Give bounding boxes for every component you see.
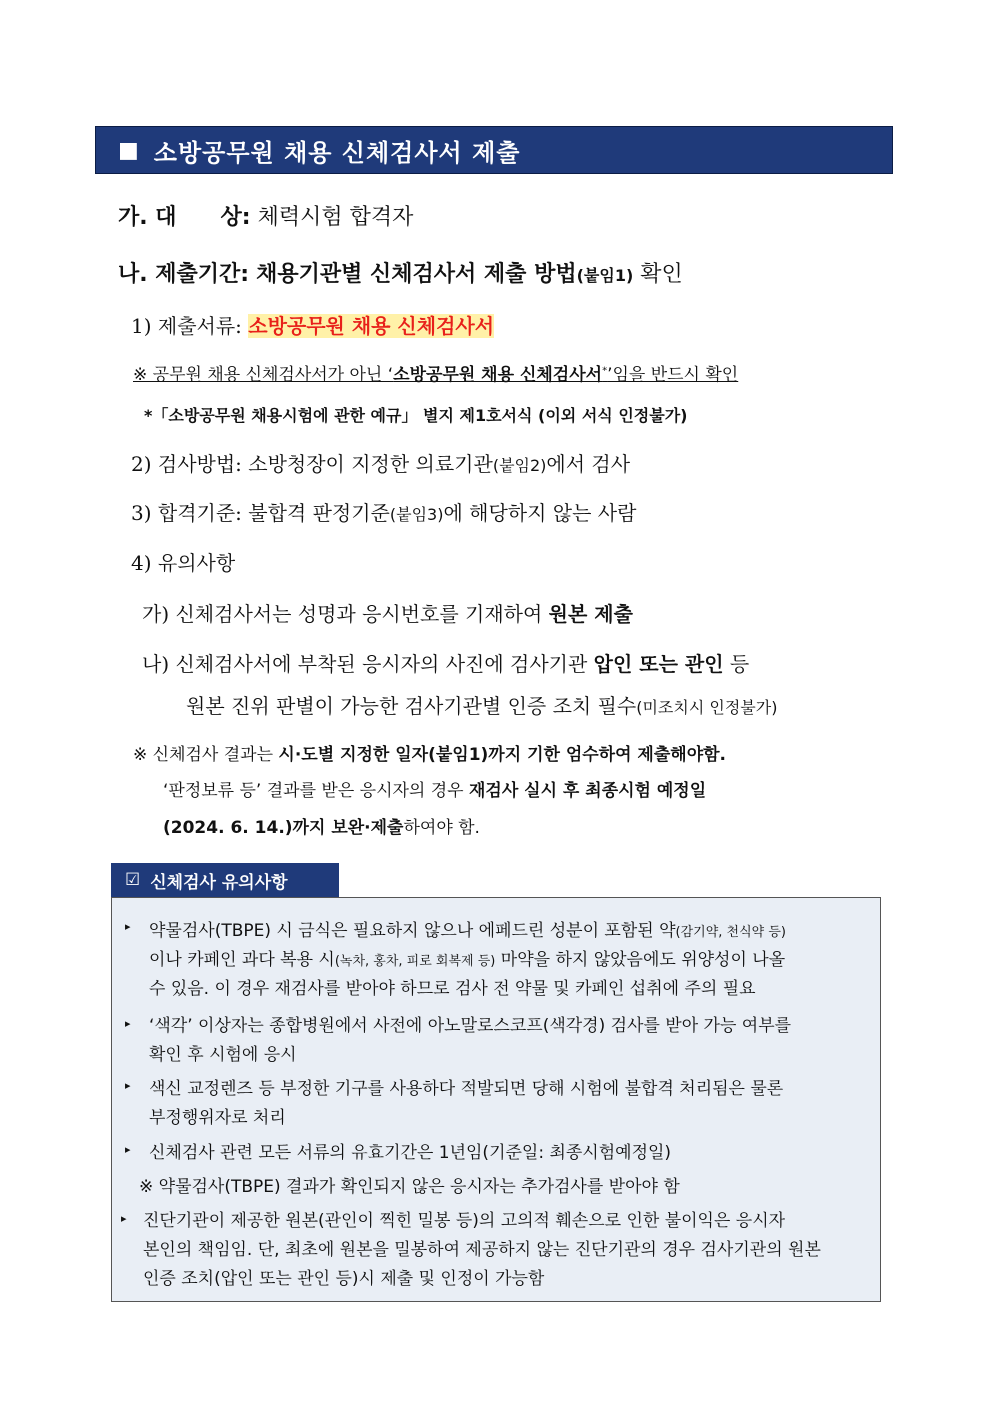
note1-pre: ※ 공무원 채용 신체검사서가 아닌 ‘ (133, 365, 394, 385)
note3-line1 (133, 740, 726, 765)
notice-b3-line2: 부정행위자로 처리 (149, 1108, 286, 1128)
item1-line (131, 310, 494, 339)
period-marker: 나. 제출기간: (118, 262, 250, 287)
item3-text: 불합격 판정기준 (248, 501, 390, 525)
item2-tail: 에서 검사 (546, 452, 631, 476)
note3-l1-pre: ※ 신체검사 결과는 (133, 745, 279, 765)
item2-line (131, 448, 630, 477)
note3-l3-bold: (2024. 6. 14.)까지 보완·제출 (163, 818, 404, 838)
item3-line (131, 497, 636, 526)
note1-bold: 소방공무원 채용 신체검사서 (393, 365, 603, 385)
bullet-icon: ▸ (125, 1143, 131, 1156)
note3-l2-pre: ‘판정보류 등’ 결과를 받은 응시자의 경우 (163, 781, 469, 801)
item4b-line1 (142, 648, 749, 677)
note1-sup: * (602, 365, 608, 377)
note1-post: ’임을 반드시 확인 (607, 365, 739, 385)
notice-b5-line3: 인증 조치(압인 또는 관인 등)시 제출 및 인정이 가능함 (143, 1269, 545, 1289)
item3-tail: 에 해당하지 않는 사람 (443, 501, 637, 525)
item4a-bold: 원본 제출 (548, 602, 633, 626)
section-title-bar (95, 126, 893, 174)
note3-l2-bold: 재검사 실시 후 최종시험 예정일 (468, 781, 707, 801)
bullet-icon: ▸ (125, 1079, 131, 1092)
item4a-line (142, 598, 633, 627)
target-line (118, 200, 413, 231)
note3-line2 (163, 776, 706, 801)
item4-line: 4) 유의사항 (131, 551, 236, 575)
notice-b2-line2: 확인 후 시험에 응시 (149, 1045, 297, 1065)
notice-box (111, 897, 881, 1302)
item3-label: 3) 합격기준: (131, 501, 242, 525)
notice-b4-line1: 신체검사 관련 모든 서류의 유효기간은 1년임(기준일: 최종시험예정일) (149, 1143, 672, 1163)
item1-value: 소방공무원 채용 신체검사서 (248, 314, 495, 338)
note3-l1-bold: 시·도별 지정한 일자(붙임1)까지 기한 엄수하여 제출해야함. (278, 745, 727, 765)
notice-b1-l2-small: (녹차, 홍차, 피로 회복제 등) (334, 954, 496, 969)
note3-line3 (163, 813, 480, 838)
period-tail: 확인 (640, 262, 683, 287)
item4b-line2-small: (미조치시 인정불가) (636, 698, 778, 717)
notice-b5-line1: 진단기관이 제공한 원본(관인이 찍힌 밀봉 등)의 고의적 훼손으로 인한 불이익은 응시자 (143, 1211, 786, 1231)
notice-note: ※ 약물검사(TBPE) 결과가 확인되지 않은 응시자는 추가검사를 받아야 함 (139, 1177, 680, 1197)
item2-attach: (붙임2) (492, 456, 547, 475)
item4b-bold: 압인 또는 관인 (593, 652, 724, 676)
item1-label: 1) 제출서류: (131, 314, 242, 338)
bullet-icon: ▸ (125, 1017, 131, 1030)
checkbox-icon: ☑ (125, 870, 141, 890)
notice-b1-line2 (149, 945, 785, 970)
notice-b2-line1: ‘색각’ 이상자는 종합병원에서 사전에 아노말로스코프(색각경) 검사를 받아 가능 여부를 (149, 1016, 792, 1036)
item3-attach: (붙임3) (389, 505, 444, 524)
item2-text: 소방청장이 지정한 의료기관 (248, 452, 493, 476)
notice-tag (111, 863, 339, 897)
notice-tag-label: 신체검사 유의사항 (150, 872, 288, 893)
period-attach: (붙임1) (576, 266, 634, 285)
notice-b5-line2: 본인의 책임임. 단, 최초에 원본을 밀봉하여 제공하지 않는 진단기관의 경우 검사기관의 원본 (143, 1240, 821, 1260)
notice-b1-line1 (149, 916, 786, 941)
notice-b1-l2-a: 이나 카페인 과다 복용 시 (149, 950, 335, 970)
period-text: 채용기관별 신체검사서 제출 방법 (256, 262, 577, 287)
notice-b3-line1: 색신 교정렌즈 등 부정한 기구를 사용하다 적발되면 당해 시험에 불합격 처리됨은 물론 (149, 1079, 784, 1099)
notice-b1-l1-small: (감기약, 천식약 등) (675, 925, 786, 940)
bullet-icon: ▸ (121, 1212, 127, 1225)
bullet-icon: ▸ (125, 920, 131, 933)
item2-label: 2) 검사방법: (131, 452, 242, 476)
item4b-post: 등 (723, 652, 750, 676)
section-title: 소방공무원 채용 신체검사서 제출 (153, 138, 521, 167)
target-text: 체력시험 합격자 (257, 205, 414, 230)
item4b-line2-text: 원본 진위 판별이 가능한 검사기관별 인증 조치 필수 (186, 694, 637, 718)
square-icon: ■ (118, 137, 140, 163)
notice-b1-l2-b: 마약을 하지 않았음에도 위양성이 나올 (495, 950, 786, 970)
note1-line (133, 360, 738, 385)
note3-l3-post: 하여야 함. (403, 818, 480, 838)
item4b-pre: 나) 신체검사서에 부착된 응시자의 사진에 검사기관 (142, 652, 594, 676)
item4b-line2 (186, 690, 777, 719)
item4a-pre: 가) 신체검사서는 성명과 응시번호를 기재하여 (142, 602, 549, 626)
notice-b1-line3: 수 있음. 이 경우 재검사를 받아야 하므로 검사 전 약물 및 카페인 섭취에 주의 필요 (149, 979, 756, 999)
period-line (118, 257, 683, 288)
target-marker: 가. 대 상: (118, 205, 251, 230)
note2-line: *「소방공무원 채용시험에 관한 예규」 별지 제1호서식 (이외 서식 인정불가) (144, 406, 688, 425)
notice-b1-l1: 약물검사(TBPE) 시 금식은 필요하지 않으나 에페드린 성분이 포함된 약 (149, 921, 676, 941)
